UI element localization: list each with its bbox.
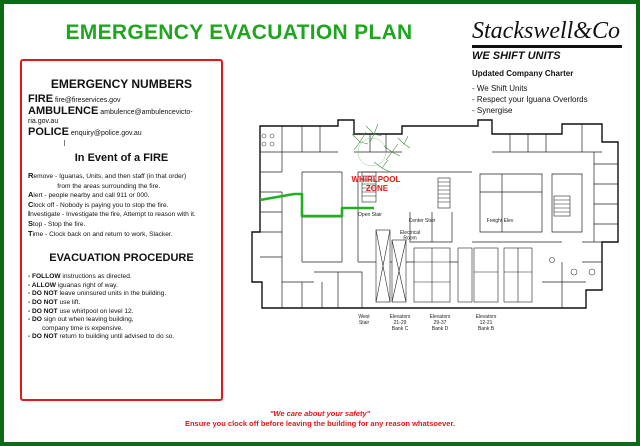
logo-name: Stackswell&Co (472, 18, 620, 44)
fire-step (28, 191, 215, 201)
label-line: Freight Elev (486, 218, 514, 224)
procedure-text: company time is expensive. (42, 324, 123, 332)
label-line: Stair (358, 320, 370, 326)
evacuation-heading: EVACUATION PROCEDURE (49, 252, 194, 265)
contact-label: AMBULENCE (28, 105, 99, 117)
label-line: Elevators (475, 314, 497, 320)
fire-step (28, 220, 215, 230)
step-text: nvestigate - Investigate the fire, Attempt to reason with it. (30, 211, 196, 219)
fire-step (28, 230, 215, 240)
step-text: ime - Clock back on and return to work, Slacker. (32, 230, 173, 238)
label-line: Bank D (431, 326, 449, 332)
procedure-text: sign out when leaving building, (41, 316, 134, 324)
procedure-item (28, 290, 215, 299)
label-line: West (358, 314, 370, 320)
label-line: 21-29 (393, 320, 407, 326)
fire-step (28, 210, 215, 220)
procedure-keyword: - DO NOT (28, 290, 58, 298)
contact-label: FIRE (28, 93, 54, 105)
label-line: Bank C (391, 326, 409, 332)
electrical-room-label (400, 230, 420, 242)
logo-underline (472, 45, 622, 48)
emergency-numbers-heading: EMERGENCY NUMBERS (50, 77, 193, 91)
fire-heading: In Event of a FIRE (74, 152, 169, 164)
charter-item: - Respect your Iguana Overlords (472, 95, 588, 104)
procedure-item (28, 316, 215, 325)
procedure-keyword: - DO NOT (28, 333, 58, 341)
label-line: Elevators (389, 314, 411, 320)
safety-caption: "We care about your safety" (269, 409, 371, 418)
step-letter: T (28, 228, 33, 238)
charter-title: Updated Company Charter (472, 69, 574, 78)
label-line: 12-21 (479, 320, 493, 326)
contact-value: enquiry@police.gov.au (70, 130, 142, 137)
company-logo (472, 18, 628, 62)
elevator-banks (376, 230, 532, 302)
charter-item: - Synergise (472, 106, 513, 115)
step-text: lert - people nearby and call 911 or 000. (33, 192, 150, 200)
contact-fire (28, 95, 215, 105)
center-stair-label (409, 218, 436, 224)
procedure-keyword: - ALLOW (28, 281, 56, 289)
procedure-keyword: - DO NOT (28, 307, 58, 315)
procedure-item (28, 273, 215, 282)
step-letter: C (28, 199, 34, 209)
procedure-keyword: - FOLLOW (28, 273, 61, 281)
floor-plan (242, 112, 634, 352)
west-stair-label (358, 314, 370, 326)
elevators-bank-d-label (430, 314, 451, 332)
procedure-item (28, 308, 215, 317)
procedure-text: return to building until advised to do so. (57, 333, 175, 341)
open-stair-label (358, 212, 382, 218)
label-line: Electrical (399, 230, 421, 236)
step-letter: A (28, 190, 34, 200)
fire-step (28, 172, 215, 182)
whirlpool-label-line: WHIRLPOOL (351, 175, 401, 184)
contact-police (28, 128, 215, 138)
procedure-keyword: - DO (28, 316, 42, 324)
emergency-info-box (20, 59, 223, 401)
company-charter (472, 68, 632, 116)
procedure-text: instructions as directed. (60, 273, 132, 281)
contact-label: POLICE (28, 126, 69, 138)
step-text: lock off - Nobody is paying you to stop the fire. (33, 201, 169, 209)
label-line: Open Stair (358, 212, 382, 218)
contact-value: ambulence@ambulencevicto-ria.gov.au (28, 109, 193, 125)
fire-step (28, 182, 215, 192)
whirlpool-label (352, 175, 403, 193)
logo-subtitle: WE SHIFT UNITS (472, 50, 561, 62)
whirlpool-plants (352, 124, 410, 172)
procedure-text: use lift. (57, 298, 81, 306)
charter-item: - We Shift Units (472, 84, 528, 93)
elevators-bank-b-label (476, 314, 497, 332)
step-letter: R (28, 171, 34, 180)
freight-elev-label (487, 218, 514, 224)
label-line: Elevators (429, 314, 451, 320)
evacuation-plan-sheet (4, 4, 636, 442)
clock-off-caption: Ensure you clock off before leaving the building for any reason whatsoever. (184, 419, 456, 428)
procedure-item (28, 282, 215, 291)
elevators-bank-c-label (390, 314, 411, 332)
procedure-text: leave uninsured units in the building. (57, 290, 167, 298)
step-letter: I (28, 209, 31, 219)
step-text: emove - Iguanas, Units, and then staff (in that order) (33, 173, 187, 180)
contact-ambulence (28, 107, 215, 126)
contact-value: fire@fireservices.gov (55, 97, 121, 104)
step-text: from the areas surrounding the fire. (28, 182, 161, 190)
procedure-item (28, 325, 215, 334)
procedure-text: use whirlpool on level 12. (57, 307, 134, 315)
procedure-keyword: - DO NOT (28, 298, 58, 306)
divider-tick (64, 140, 65, 146)
procedure-text: iguanas right of way. (55, 281, 118, 289)
step-text: top - Stop the fire. (33, 220, 86, 228)
label-line: 29-37 (433, 320, 447, 326)
whirlpool-label-line: ZONE (365, 184, 389, 193)
label-line: Room (403, 235, 417, 242)
page-title: EMERGENCY EVACUATION PLAN (65, 21, 413, 44)
procedure-item (28, 299, 215, 308)
step-letter: S (28, 218, 34, 228)
procedure-item (28, 333, 215, 342)
label-line: Center Stair (408, 218, 436, 224)
label-line: Bank B (477, 326, 495, 332)
fire-step (28, 201, 215, 211)
evacuation-route (260, 194, 374, 216)
